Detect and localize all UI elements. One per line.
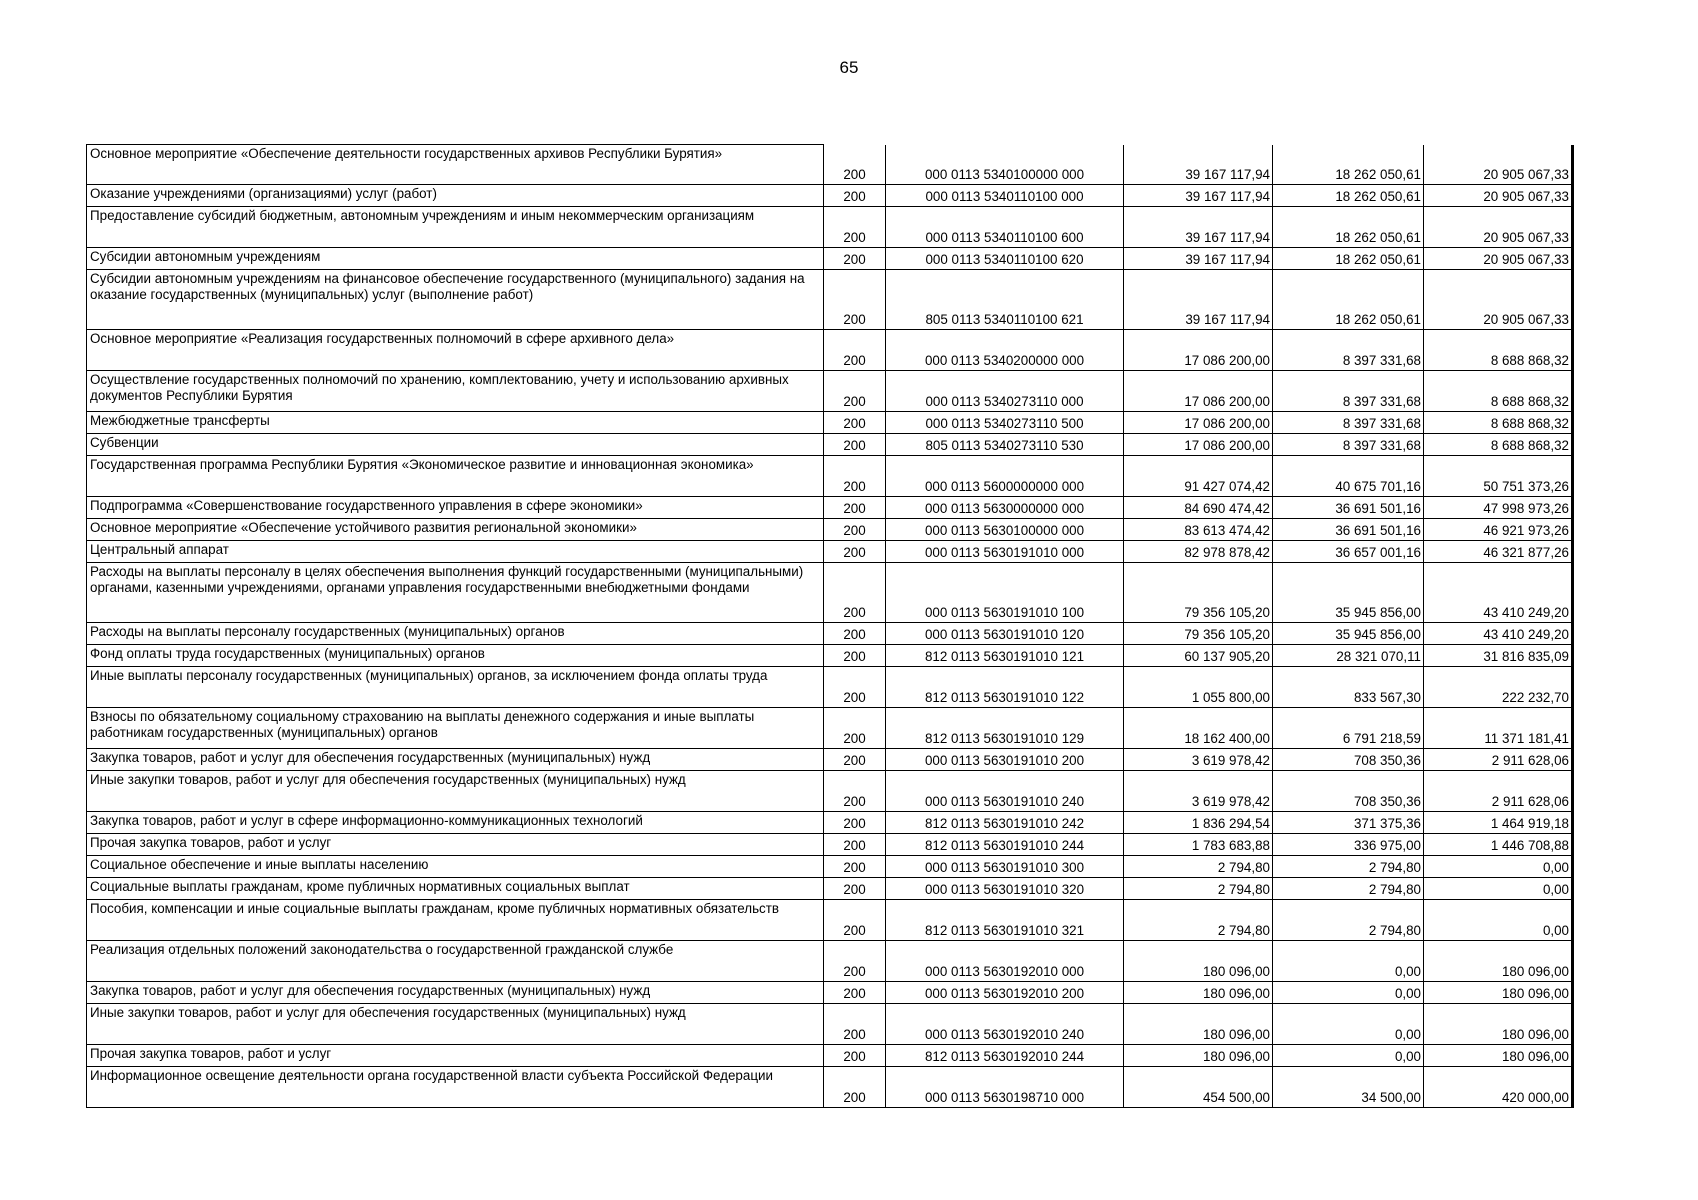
row-value-remaining: 20 905 067,33 — [1424, 248, 1573, 270]
row-value-approved: 17 086 200,00 — [1124, 434, 1273, 456]
row-line-code: 200 — [824, 878, 886, 900]
row-value-remaining: 0,00 — [1424, 878, 1573, 900]
row-value-remaining: 180 096,00 — [1424, 1045, 1573, 1067]
row-value-executed: 35 945 856,00 — [1273, 623, 1424, 645]
row-line-code: 200 — [824, 330, 886, 371]
row-line-code: 200 — [824, 270, 886, 330]
page-number: 65 — [839, 58, 859, 77]
row-value-remaining: 43 410 249,20 — [1424, 563, 1573, 623]
row-value-remaining: 2 911 628,06 — [1424, 771, 1573, 812]
row-line-code: 200 — [824, 856, 886, 878]
row-budget-code: 000 0113 5630191010 000 — [886, 541, 1124, 563]
row-value-approved: 180 096,00 — [1124, 982, 1273, 1004]
row-value-remaining: 8 688 868,32 — [1424, 434, 1573, 456]
table-row — [87, 834, 1573, 856]
row-line-code: 200 — [824, 207, 886, 248]
table-row — [87, 456, 1573, 497]
row-name: Государственная программа Республики Бурятия «Экономическое развитие и инновационная экономика» — [87, 456, 824, 497]
row-value-remaining: 180 096,00 — [1424, 941, 1573, 982]
row-budget-code: 000 0113 5630192010 240 — [886, 1004, 1124, 1045]
row-name: Основное мероприятие «Реализация государственных полномочий в сфере архивного дела» — [87, 330, 824, 371]
table-row — [87, 207, 1573, 248]
row-name: Оказание учреждениями (организациями) услуг (работ) — [87, 185, 824, 207]
row-value-remaining: 20 905 067,33 — [1424, 270, 1573, 330]
row-budget-code: 000 0113 5630192010 200 — [886, 982, 1124, 1004]
row-budget-code: 000 0113 5340100000 000 — [886, 145, 1124, 185]
row-value-remaining: 420 000,00 — [1424, 1067, 1573, 1108]
row-value-approved: 2 794,80 — [1124, 856, 1273, 878]
row-budget-code: 812 0113 5630192010 244 — [886, 1045, 1124, 1067]
row-value-remaining: 8 688 868,32 — [1424, 412, 1573, 434]
row-budget-code: 000 0113 5630191010 100 — [886, 563, 1124, 623]
row-value-executed: 833 567,30 — [1273, 667, 1424, 708]
table-row — [87, 145, 1573, 185]
table-row — [87, 900, 1573, 941]
row-line-code: 200 — [824, 812, 886, 834]
row-line-code: 200 — [824, 1004, 886, 1045]
row-value-approved: 39 167 117,94 — [1124, 185, 1273, 207]
row-budget-code: 000 0113 5630191010 200 — [886, 749, 1124, 771]
table-row — [87, 708, 1573, 749]
row-value-remaining: 31 816 835,09 — [1424, 645, 1573, 667]
row-budget-code: 805 0113 5340273110 530 — [886, 434, 1124, 456]
row-line-code: 200 — [824, 645, 886, 667]
row-line-code: 200 — [824, 900, 886, 941]
row-value-approved: 17 086 200,00 — [1124, 412, 1273, 434]
row-budget-code: 000 0113 5630191010 120 — [886, 623, 1124, 645]
row-line-code: 200 — [824, 456, 886, 497]
row-line-code: 200 — [824, 834, 886, 856]
row-value-approved: 91 427 074,42 — [1124, 456, 1273, 497]
row-value-executed: 8 397 331,68 — [1273, 371, 1424, 412]
row-budget-code: 812 0113 5630191010 244 — [886, 834, 1124, 856]
row-value-executed: 8 397 331,68 — [1273, 434, 1424, 456]
row-name: Подпрограмма «Совершенствование государственного управления в сфере экономики» — [87, 497, 824, 519]
row-name: Межбюджетные трансферты — [87, 412, 824, 434]
table-row — [87, 667, 1573, 708]
row-value-executed: 8 397 331,68 — [1273, 330, 1424, 371]
row-name: Закупка товаров, работ и услуг в сфере информационно-коммуникационных технологий — [87, 812, 824, 834]
row-line-code: 200 — [824, 412, 886, 434]
row-value-remaining: 20 905 067,33 — [1424, 185, 1573, 207]
row-line-code: 200 — [824, 708, 886, 749]
row-value-executed: 8 397 331,68 — [1273, 412, 1424, 434]
row-name: Социальное обеспечение и иные выплаты населению — [87, 856, 824, 878]
row-value-executed: 2 794,80 — [1273, 856, 1424, 878]
row-value-executed: 2 794,80 — [1273, 878, 1424, 900]
row-value-remaining: 1 446 708,88 — [1424, 834, 1573, 856]
row-budget-code: 812 0113 5630191010 321 — [886, 900, 1124, 941]
row-name: Расходы на выплаты персоналу в целях обеспечения выполнения функций государственными (муниципальными) органами, казенными учреждениями, органами управления государственными внебюджетными фондами — [87, 563, 824, 623]
row-budget-code: 000 0113 5630191010 320 — [886, 878, 1124, 900]
row-line-code: 200 — [824, 248, 886, 270]
row-budget-code: 000 0113 5340110100 000 — [886, 185, 1124, 207]
row-value-executed: 18 262 050,61 — [1273, 207, 1424, 248]
row-budget-code: 812 0113 5630191010 242 — [886, 812, 1124, 834]
row-value-approved: 2 794,80 — [1124, 900, 1273, 941]
row-value-approved: 39 167 117,94 — [1124, 270, 1273, 330]
row-line-code: 200 — [824, 371, 886, 412]
row-line-code: 200 — [824, 185, 886, 207]
row-value-approved: 39 167 117,94 — [1124, 248, 1273, 270]
row-line-code: 200 — [824, 563, 886, 623]
row-value-remaining: 50 751 373,26 — [1424, 456, 1573, 497]
row-budget-code: 000 0113 5340110100 600 — [886, 207, 1124, 248]
row-value-approved: 2 794,80 — [1124, 878, 1273, 900]
table-row — [87, 1004, 1573, 1045]
row-value-executed: 0,00 — [1273, 941, 1424, 982]
row-line-code: 200 — [824, 434, 886, 456]
row-value-remaining: 46 921 973,26 — [1424, 519, 1573, 541]
row-value-approved: 1 836 294,54 — [1124, 812, 1273, 834]
row-value-remaining: 20 905 067,33 — [1424, 207, 1573, 248]
row-budget-code: 000 0113 5340200000 000 — [886, 330, 1124, 371]
row-value-executed: 18 262 050,61 — [1273, 145, 1424, 185]
row-value-executed: 34 500,00 — [1273, 1067, 1424, 1108]
row-value-approved: 3 619 978,42 — [1124, 749, 1273, 771]
row-name: Осуществление государственных полномочий по хранению, комплектованию, учету и использованию архивных документов Республики Бурятия — [87, 371, 824, 412]
row-value-executed: 35 945 856,00 — [1273, 563, 1424, 623]
row-line-code: 200 — [824, 497, 886, 519]
row-value-approved: 39 167 117,94 — [1124, 145, 1273, 185]
row-value-remaining: 46 321 877,26 — [1424, 541, 1573, 563]
row-budget-code: 000 0113 5340273110 000 — [886, 371, 1124, 412]
row-value-approved: 180 096,00 — [1124, 1045, 1273, 1067]
row-budget-code: 000 0113 5630198710 000 — [886, 1067, 1124, 1108]
row-name: Фонд оплаты труда государственных (муниципальных) органов — [87, 645, 824, 667]
table-row — [87, 371, 1573, 412]
table-row — [87, 812, 1573, 834]
row-value-executed: 36 691 501,16 — [1273, 519, 1424, 541]
table-row — [87, 434, 1573, 456]
table-row — [87, 749, 1573, 771]
row-budget-code: 812 0113 5630191010 122 — [886, 667, 1124, 708]
row-value-approved: 1 055 800,00 — [1124, 667, 1273, 708]
table-row — [87, 563, 1573, 623]
row-value-remaining: 43 410 249,20 — [1424, 623, 1573, 645]
row-value-executed: 28 321 070,11 — [1273, 645, 1424, 667]
row-budget-code: 812 0113 5630191010 121 — [886, 645, 1124, 667]
table-row — [87, 519, 1573, 541]
row-value-remaining: 2 911 628,06 — [1424, 749, 1573, 771]
row-line-code: 200 — [824, 941, 886, 982]
row-value-executed: 18 262 050,61 — [1273, 248, 1424, 270]
row-name: Реализация отдельных положений законодательства о государственной гражданской службе — [87, 941, 824, 982]
row-value-executed: 36 691 501,16 — [1273, 497, 1424, 519]
row-line-code: 200 — [824, 749, 886, 771]
table-row — [87, 1067, 1573, 1108]
row-value-remaining: 8 688 868,32 — [1424, 330, 1573, 371]
row-value-executed: 336 975,00 — [1273, 834, 1424, 856]
table-row — [87, 771, 1573, 812]
row-budget-code: 000 0113 5600000000 000 — [886, 456, 1124, 497]
row-value-remaining: 8 688 868,32 — [1424, 371, 1573, 412]
table-row — [87, 982, 1573, 1004]
table-row — [87, 1045, 1573, 1067]
row-name: Иные выплаты персоналу государственных (муниципальных) органов, за исключением фонда оплаты труда — [87, 667, 824, 708]
row-value-approved: 18 162 400,00 — [1124, 708, 1273, 749]
row-value-approved: 3 619 978,42 — [1124, 771, 1273, 812]
row-value-executed: 371 375,36 — [1273, 812, 1424, 834]
row-value-executed: 0,00 — [1273, 1004, 1424, 1045]
row-line-code: 200 — [824, 1045, 886, 1067]
table-row — [87, 541, 1573, 563]
table-row — [87, 185, 1573, 207]
row-value-executed: 708 350,36 — [1273, 749, 1424, 771]
table-row — [87, 878, 1573, 900]
row-name: Субвенции — [87, 434, 824, 456]
row-value-remaining: 180 096,00 — [1424, 982, 1573, 1004]
row-name: Прочая закупка товаров, работ и услуг — [87, 834, 824, 856]
row-value-remaining: 20 905 067,33 — [1424, 145, 1573, 185]
table-row — [87, 623, 1573, 645]
row-name: Социальные выплаты гражданам, кроме публичных нормативных социальных выплат — [87, 878, 824, 900]
table-row — [87, 270, 1573, 330]
row-name: Предоставление субсидий бюджетным, автономным учреждениям и иным некоммерческим организациям — [87, 207, 824, 248]
row-value-remaining: 47 998 973,26 — [1424, 497, 1573, 519]
row-name: Расходы на выплаты персоналу государственных (муниципальных) органов — [87, 623, 824, 645]
row-value-approved: 60 137 905,20 — [1124, 645, 1273, 667]
row-value-remaining: 1 464 919,18 — [1424, 812, 1573, 834]
row-line-code: 200 — [824, 982, 886, 1004]
row-value-executed: 0,00 — [1273, 1045, 1424, 1067]
row-budget-code: 000 0113 5630191010 240 — [886, 771, 1124, 812]
table-row — [87, 412, 1573, 434]
row-name: Основное мероприятие «Обеспечение устойчивого развития региональной экономики» — [87, 519, 824, 541]
row-name: Закупка товаров, работ и услуг для обеспечения государственных (муниципальных) нужд — [87, 982, 824, 1004]
row-name: Иные закупки товаров, работ и услуг для обеспечения государственных (муниципальных) нужд — [87, 771, 824, 812]
table-row — [87, 248, 1573, 270]
row-value-approved: 82 978 878,42 — [1124, 541, 1273, 563]
row-value-remaining: 0,00 — [1424, 856, 1573, 878]
row-budget-code: 812 0113 5630191010 129 — [886, 708, 1124, 749]
row-budget-code: 000 0113 5630191010 300 — [886, 856, 1124, 878]
row-budget-code: 000 0113 5340110100 620 — [886, 248, 1124, 270]
budget-execution-table — [86, 144, 1574, 1108]
row-budget-code: 000 0113 5340273110 500 — [886, 412, 1124, 434]
row-value-executed: 708 350,36 — [1273, 771, 1424, 812]
row-name: Закупка товаров, работ и услуг для обеспечения государственных (муниципальных) нужд — [87, 749, 824, 771]
row-budget-code: 805 0113 5340110100 621 — [886, 270, 1124, 330]
row-budget-code: 000 0113 5630192010 000 — [886, 941, 1124, 982]
table-row — [87, 941, 1573, 982]
row-value-approved: 17 086 200,00 — [1124, 330, 1273, 371]
row-value-remaining: 222 232,70 — [1424, 667, 1573, 708]
row-value-approved: 79 356 105,20 — [1124, 623, 1273, 645]
row-value-approved: 180 096,00 — [1124, 941, 1273, 982]
row-value-approved: 39 167 117,94 — [1124, 207, 1273, 248]
row-name: Информационное освещение деятельности органа государственной власти субъекта Российской Федерации — [87, 1067, 824, 1108]
row-value-approved: 180 096,00 — [1124, 1004, 1273, 1045]
row-name: Пособия, компенсации и иные социальные выплаты гражданам, кроме публичных нормативных обязательств — [87, 900, 824, 941]
row-value-approved: 84 690 474,42 — [1124, 497, 1273, 519]
row-name: Основное мероприятие «Обеспечение деятельности государственных архивов Республики Бурятия» — [87, 145, 824, 185]
row-name: Прочая закупка товаров, работ и услуг — [87, 1045, 824, 1067]
row-line-code: 200 — [824, 1067, 886, 1108]
row-value-executed: 0,00 — [1273, 982, 1424, 1004]
row-name: Взносы по обязательному социальному страхованию на выплаты денежного содержания и иные выплаты работникам государственных (муниципальных) органов — [87, 708, 824, 749]
table-body — [87, 145, 1573, 1108]
row-value-remaining: 180 096,00 — [1424, 1004, 1573, 1045]
row-value-approved: 1 783 683,88 — [1124, 834, 1273, 856]
row-value-executed: 18 262 050,61 — [1273, 185, 1424, 207]
row-line-code: 200 — [824, 623, 886, 645]
row-line-code: 200 — [824, 519, 886, 541]
table-row — [87, 645, 1573, 667]
table-row — [87, 330, 1573, 371]
row-name: Субсидии автономным учреждениям — [87, 248, 824, 270]
table-row — [87, 497, 1573, 519]
row-value-approved: 454 500,00 — [1124, 1067, 1273, 1108]
table-row — [87, 856, 1573, 878]
row-value-executed: 18 262 050,61 — [1273, 270, 1424, 330]
row-value-executed: 6 791 218,59 — [1273, 708, 1424, 749]
row-name: Иные закупки товаров, работ и услуг для обеспечения государственных (муниципальных) нужд — [87, 1004, 824, 1045]
row-value-executed: 2 794,80 — [1273, 900, 1424, 941]
row-value-remaining: 0,00 — [1424, 900, 1573, 941]
row-value-approved: 17 086 200,00 — [1124, 371, 1273, 412]
row-value-remaining: 11 371 181,41 — [1424, 708, 1573, 749]
row-line-code: 200 — [824, 667, 886, 708]
row-value-executed: 40 675 701,16 — [1273, 456, 1424, 497]
row-value-approved: 83 613 474,42 — [1124, 519, 1273, 541]
row-budget-code: 000 0113 5630000000 000 — [886, 497, 1124, 519]
row-line-code: 200 — [824, 541, 886, 563]
row-name: Центральный аппарат — [87, 541, 824, 563]
row-value-approved: 79 356 105,20 — [1124, 563, 1273, 623]
row-budget-code: 000 0113 5630100000 000 — [886, 519, 1124, 541]
row-line-code: 200 — [824, 771, 886, 812]
row-line-code: 200 — [824, 145, 886, 185]
row-value-executed: 36 657 001,16 — [1273, 541, 1424, 563]
row-name: Субсидии автономным учреждениям на финансовое обеспечение государственного (муниципального) задания на оказание государственных (муниципальных) услуг (выполнение работ) — [87, 270, 824, 330]
